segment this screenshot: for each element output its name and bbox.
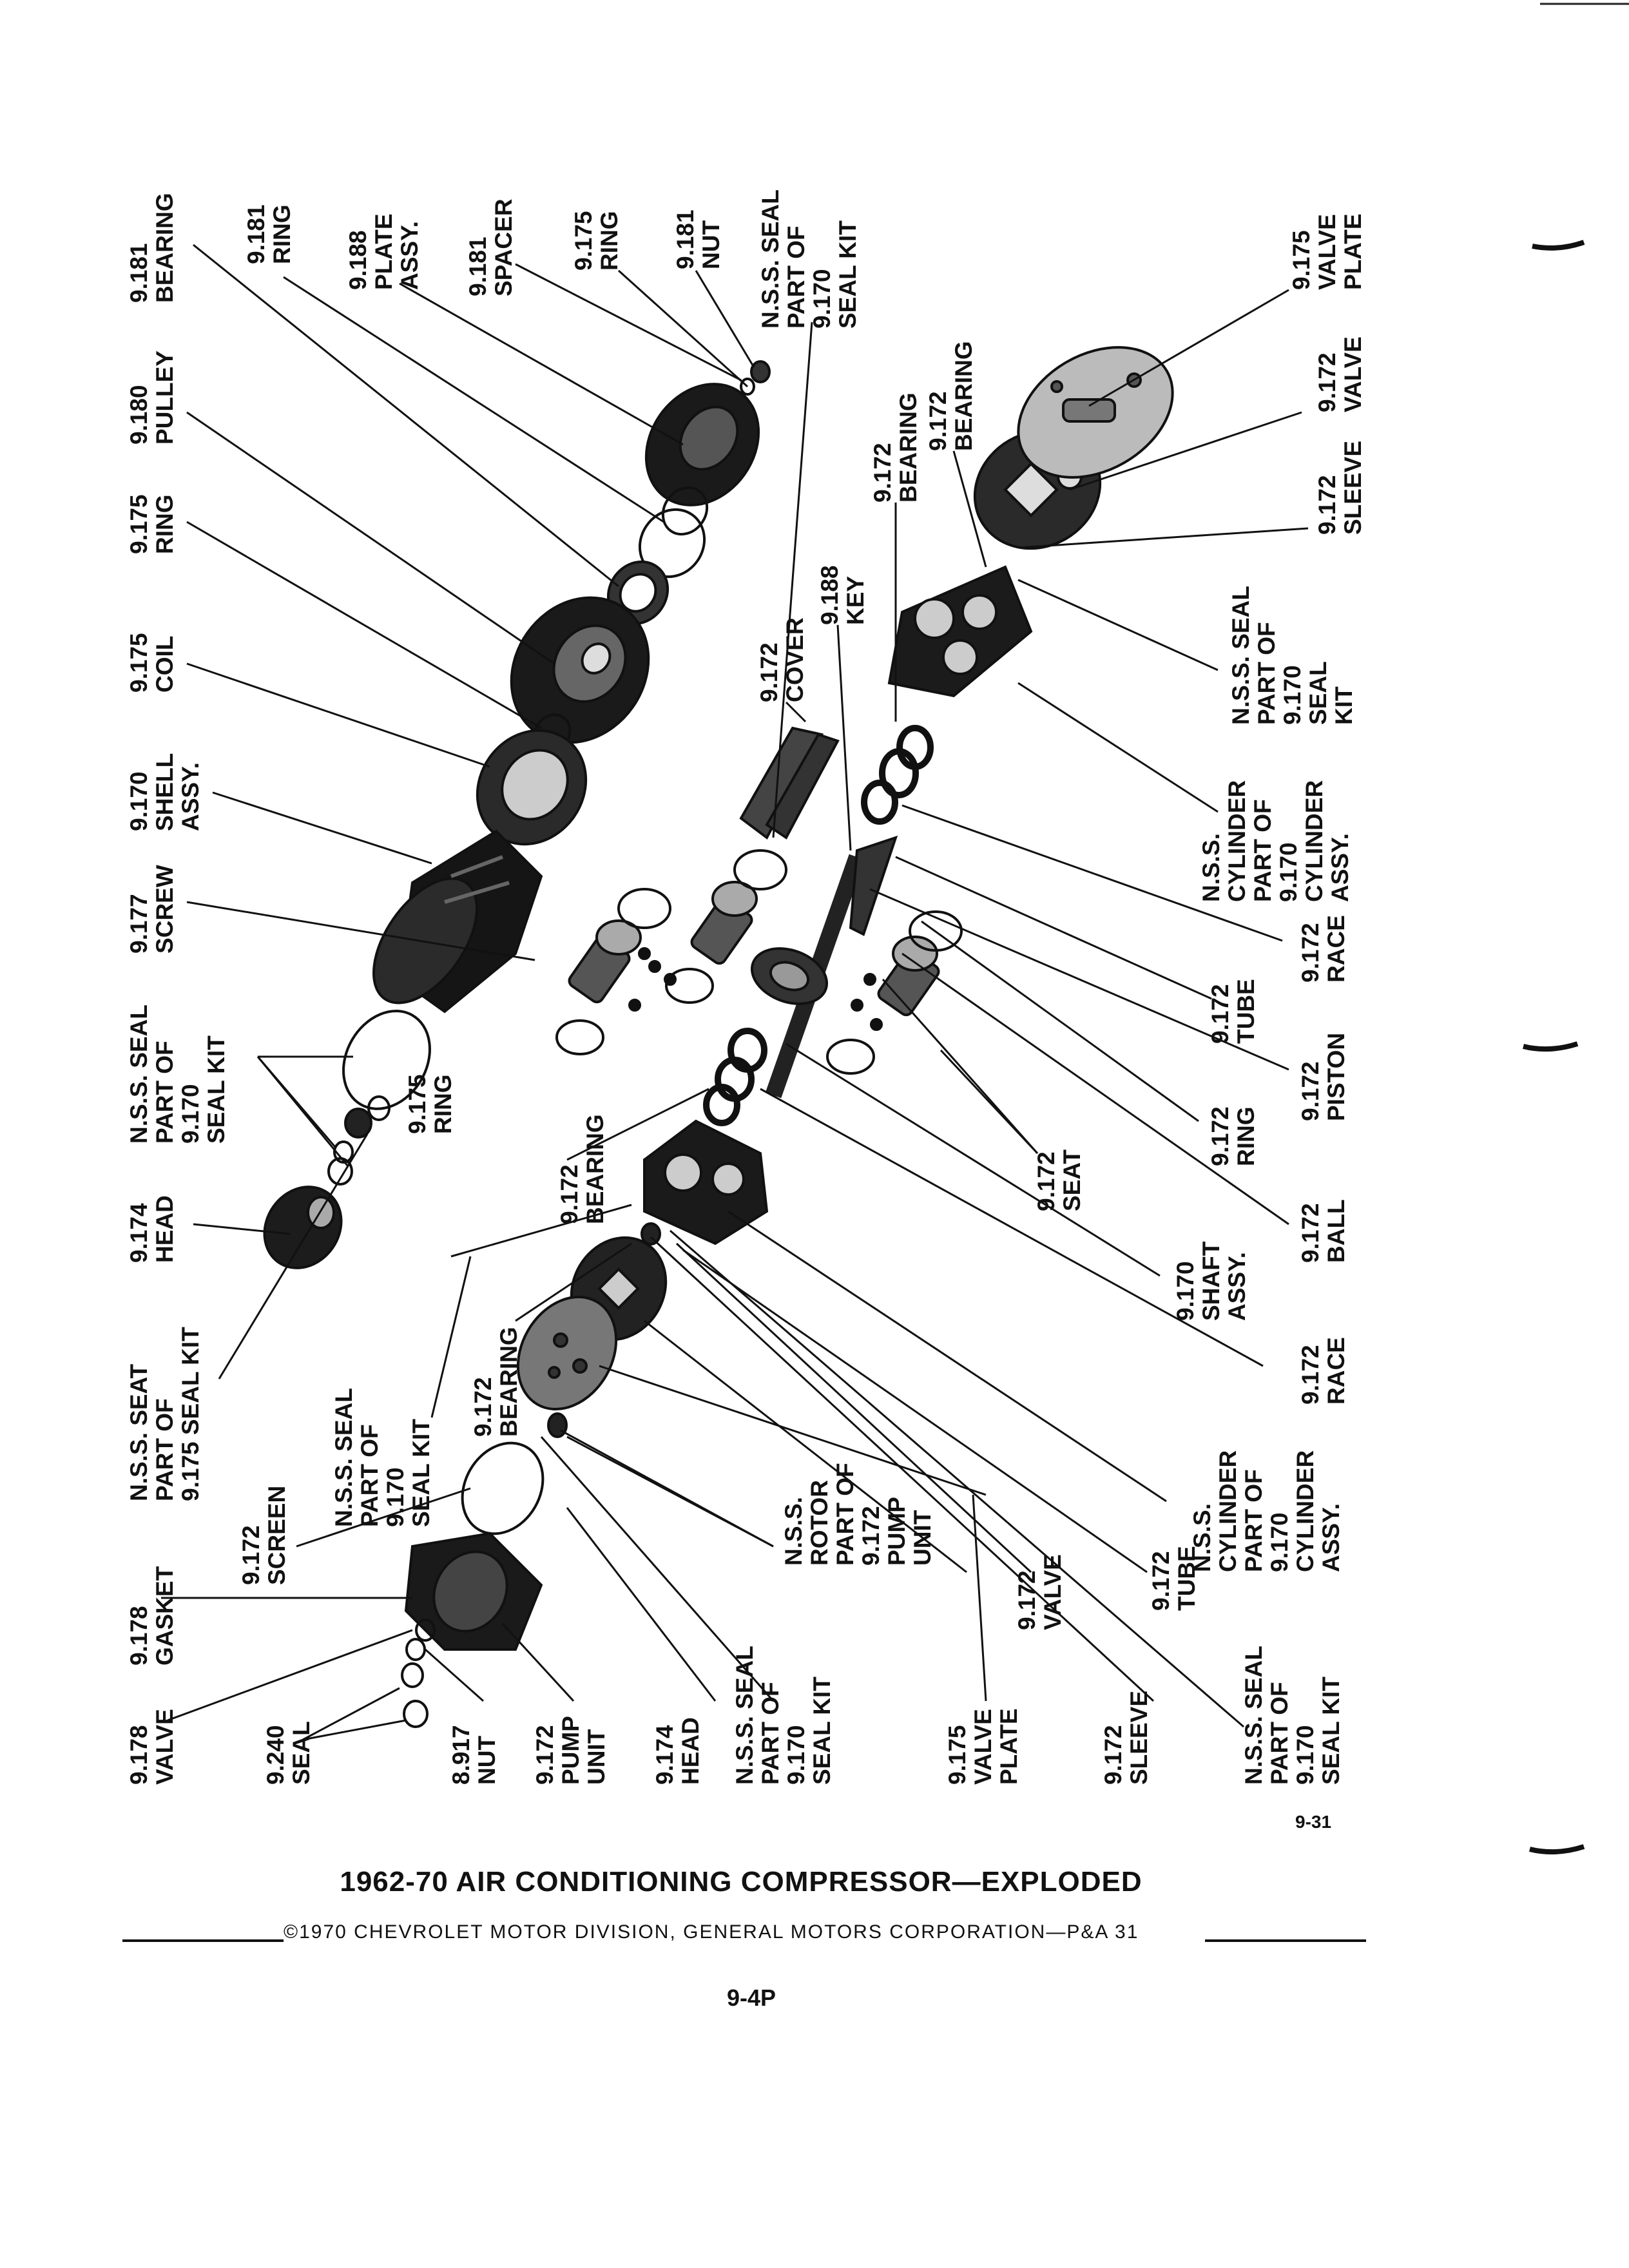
part-name: PUMP — [557, 1716, 584, 1785]
key-part — [851, 838, 896, 934]
plate-assy-part — [623, 362, 782, 527]
pump-head-part — [406, 1533, 541, 1649]
part-number: 9.172 — [1148, 1551, 1174, 1611]
part-number: 9.175 — [1288, 230, 1315, 290]
label-line: SEAL KIT — [809, 1677, 835, 1785]
label-line: PART OF — [757, 1682, 784, 1785]
label-bot-5 — [238, 1486, 290, 1585]
part-number: 9.172 — [1100, 1725, 1126, 1785]
label-line: CYLINDER — [1224, 780, 1250, 902]
page-number: 9-4P — [727, 1984, 776, 2011]
part-number: 9.174 — [651, 1725, 678, 1785]
cover-part — [741, 728, 838, 838]
label-top-14 — [817, 565, 869, 625]
rule-right — [1205, 1939, 1366, 1942]
label-line: ASSY. — [1327, 833, 1353, 902]
label-line: 9.172 — [858, 1506, 884, 1566]
part-number: 9.172 — [1297, 1203, 1324, 1263]
part-number: 9.172 — [238, 1525, 264, 1585]
part-number: 9.172 — [1297, 1345, 1324, 1405]
label-line: CYLINDER — [1301, 780, 1327, 902]
part-number: 9.175 — [570, 211, 597, 271]
copyright-line: ©1970 CHEVROLET MOTOR DIVISION, GENERAL MOTORS CORPORATION—P&A 31 — [284, 1921, 1139, 1943]
part-number: 9.175 — [944, 1725, 970, 1785]
part-name: ASSY. — [396, 221, 423, 290]
part-number: 9.172 — [869, 443, 896, 503]
part-number: 9.181 — [243, 204, 269, 264]
label-line: 9.170 — [783, 1725, 809, 1785]
label-mid-7 — [1034, 1149, 1085, 1211]
piston-ring-part — [619, 889, 670, 928]
label-bot-10 — [532, 1716, 610, 1785]
label-line: 9.175 SEAL KIT — [177, 1327, 204, 1501]
label-line: KIT — [1331, 686, 1357, 725]
label-top-8 — [1289, 213, 1366, 290]
label-bot-14 — [1101, 1691, 1152, 1785]
label-line: 9.170 — [809, 269, 835, 329]
part-name: PLATE — [1340, 213, 1366, 290]
label-top-23 — [126, 1195, 178, 1263]
label-line: CYLINDER — [1215, 1450, 1241, 1572]
part-name: RING — [430, 1074, 456, 1134]
part-name: SLEEVE — [1126, 1691, 1152, 1785]
part-number: 9.175 — [126, 633, 152, 693]
label-line: N.S.S. SEAL — [1240, 1646, 1267, 1785]
label-line: CYLINDER — [1292, 1450, 1318, 1572]
label-line: 9.170 — [1266, 1512, 1293, 1572]
screen-part — [447, 1428, 559, 1548]
part-name: SEAT — [1059, 1149, 1085, 1211]
part-number: 9.240 — [262, 1725, 289, 1785]
label-mid-10 — [557, 1114, 608, 1224]
label-mid-2 — [1298, 915, 1349, 983]
part-name: TUBE — [1173, 1546, 1200, 1611]
label-bot-4 — [781, 1463, 936, 1566]
label-top-16 — [126, 351, 178, 445]
label-mid-12 — [331, 1388, 434, 1527]
label-bot-6 — [126, 1566, 178, 1666]
label-line: ASSY. — [1318, 1503, 1344, 1572]
part-name: RING — [596, 211, 622, 271]
label-top-20 — [126, 865, 178, 954]
nut-part — [751, 361, 769, 382]
part-name: BEARING — [151, 193, 178, 303]
seal-part — [404, 1701, 427, 1727]
part-number: 9.172 — [470, 1377, 496, 1437]
label-top-3 — [345, 213, 423, 290]
part-number: 9.172 — [1014, 1570, 1040, 1630]
label-top-21 — [126, 1004, 229, 1144]
part-number: 9.181 — [672, 209, 699, 269]
seal-part — [402, 1664, 423, 1687]
label-line: SEAL — [1305, 661, 1331, 725]
label-line: SEAL KIT — [1318, 1677, 1344, 1785]
piston-ring-part — [557, 1021, 603, 1054]
label-bot-15 — [1241, 1646, 1344, 1785]
label-line: N.S.S. SEAL — [757, 189, 784, 329]
part-number: 9.188 — [816, 565, 843, 625]
label-line: N.S.S. SEAL — [126, 1004, 152, 1144]
label-line: 9.170 — [382, 1467, 409, 1527]
part-number: 9.174 — [126, 1203, 152, 1263]
part-name: HEAD — [151, 1195, 178, 1263]
label-top-22 — [405, 1074, 456, 1134]
part-name: SHAFT — [1198, 1241, 1224, 1321]
part-number: 9.177 — [126, 894, 152, 954]
part-name: VALVE — [1314, 214, 1340, 290]
label-line: SEAL KIT — [203, 1035, 229, 1144]
label-top-15 — [757, 617, 808, 702]
label-line: PART OF — [151, 1041, 178, 1144]
label-top-7 — [758, 189, 861, 329]
label-line: N.S.S. — [1189, 1503, 1215, 1572]
label-top-19 — [126, 753, 204, 831]
part-number: 9.170 — [126, 771, 152, 831]
ball-part — [871, 1019, 882, 1030]
label-mid-1 — [1199, 780, 1353, 902]
label-mid-11 — [470, 1327, 522, 1437]
label-line: PART OF — [1266, 1682, 1293, 1785]
part-name: HEAD — [677, 1717, 704, 1785]
part-name: RACE — [1323, 1337, 1349, 1405]
part-name: COIL — [151, 635, 178, 693]
part-name: BEARING — [582, 1114, 608, 1224]
label-line: 9.170 — [1279, 665, 1306, 725]
part-name: RING — [151, 494, 178, 554]
binding-mark — [1523, 1044, 1577, 1049]
part-number: 9.172 — [1297, 1061, 1324, 1121]
label-line: UNIT — [909, 1510, 936, 1566]
part-name: SLEEVE — [1340, 441, 1366, 535]
part-name: SPACER — [490, 198, 517, 296]
label-bot-3 — [1014, 1554, 1066, 1630]
label-bot-8 — [263, 1721, 314, 1785]
ball-part — [630, 1000, 640, 1010]
seal-part — [407, 1639, 425, 1660]
part-number: 9.170 — [1172, 1261, 1199, 1321]
label-line: PART OF — [151, 1398, 178, 1501]
part-number: 9.175 — [126, 494, 152, 554]
ball-part — [865, 974, 875, 985]
label-line: PART OF — [1240, 1469, 1267, 1572]
label-mid-5 — [1208, 1106, 1259, 1166]
cylinder-part — [889, 567, 1031, 696]
label-bot-13 — [945, 1708, 1022, 1785]
label-line: PART OF — [832, 1463, 858, 1566]
part-number: 9.172 — [1033, 1151, 1059, 1211]
page-title: 1962-70 AIR CONDITIONING COMPRESSOR—EXPLODED — [340, 1866, 1142, 1898]
part-number: 9.172 — [1314, 352, 1340, 412]
part-number: 9.175 — [404, 1074, 430, 1134]
label-line: N.S.S. SEAT — [126, 1363, 152, 1501]
label-line: N.S.S. SEAL — [331, 1388, 357, 1527]
piston-part — [689, 882, 757, 966]
label-mid-6 — [1298, 1199, 1349, 1263]
part-name: VALVE — [151, 1709, 178, 1785]
part-name: RACE — [1323, 915, 1349, 983]
label-top-2 — [244, 204, 295, 264]
part-number: 9.180 — [126, 385, 152, 445]
label-line: PART OF — [356, 1424, 383, 1527]
label-top-24 — [126, 1327, 204, 1501]
binding-mark — [1530, 1847, 1584, 1852]
label-bot-7 — [126, 1709, 178, 1785]
part-number: 9.178 — [126, 1606, 152, 1666]
shell-assy-part — [353, 831, 541, 1021]
part-name: VALVE — [1340, 336, 1366, 412]
part-number: 9.172 — [1314, 475, 1340, 535]
part-number: 9.172 — [1207, 984, 1233, 1044]
part-name: SCREW — [151, 865, 178, 954]
part-name: NUT — [474, 1735, 500, 1785]
part-name: COVER — [782, 617, 808, 702]
label-line: PART OF — [783, 226, 809, 329]
label-top-17 — [126, 494, 178, 554]
part-name: VALVE — [1039, 1554, 1066, 1630]
part-name: NUT — [698, 220, 724, 269]
part-name: PLATE — [996, 1708, 1022, 1785]
label-top-6 — [673, 209, 724, 269]
part-name: PLATE — [371, 213, 397, 290]
part-name: RING — [269, 204, 295, 264]
label-line: N.S.S. — [780, 1497, 807, 1566]
part-name: ASSY. — [1224, 1252, 1250, 1321]
part-number: 9.172 — [925, 391, 951, 451]
label-line: 9.170 — [1292, 1725, 1318, 1785]
part-number: 9.188 — [345, 230, 371, 290]
rule-left — [122, 1939, 284, 1942]
part-name: BEARING — [950, 341, 977, 451]
bearing-part — [642, 1224, 660, 1244]
part-number: 9.172 — [756, 642, 782, 702]
label-line: PART OF — [1253, 622, 1280, 725]
part-name: PULLEY — [151, 351, 178, 445]
part-name: VALVE — [970, 1709, 996, 1785]
label-top-10 — [1315, 441, 1366, 535]
label-line: PUMP — [883, 1497, 910, 1566]
part-name: TUBE — [1233, 979, 1259, 1044]
part-name: BEARING — [496, 1327, 522, 1437]
part-number: 9.172 — [556, 1164, 583, 1224]
label-bot-11 — [652, 1717, 704, 1785]
piston-part — [567, 921, 641, 1004]
part-name: PISTON — [1323, 1032, 1349, 1121]
ball-part — [665, 974, 675, 985]
part-number: 9.178 — [126, 1725, 152, 1785]
label-line: PART OF — [1249, 799, 1276, 902]
label-line: N.S.S. SEAL — [1228, 586, 1254, 725]
part-name: BALL — [1323, 1199, 1349, 1263]
part-name: UNIT — [583, 1729, 610, 1785]
label-line: 9.170 — [177, 1084, 204, 1144]
part-name: SHELL — [151, 753, 178, 831]
ball-part — [650, 961, 660, 972]
label-mid-3 — [1208, 979, 1259, 1044]
part-name: GASKET — [151, 1566, 178, 1666]
label-top-12 — [925, 341, 977, 451]
part-name: KEY — [842, 575, 869, 625]
binding-mark — [1532, 242, 1584, 248]
label-mid-4 — [1298, 1033, 1349, 1121]
race-part — [864, 783, 895, 822]
label-top-5 — [571, 211, 622, 271]
seal-part — [345, 1109, 371, 1137]
label-top-1 — [126, 193, 178, 303]
part-name: SEAL — [288, 1721, 314, 1785]
rotor-part — [548, 1414, 566, 1437]
piston-ring-part — [735, 850, 786, 889]
part-number: 9.181 — [126, 243, 152, 303]
part-name: BEARING — [895, 392, 921, 503]
label-line: ROTOR — [806, 1480, 833, 1566]
figure-number: 9-31 — [1295, 1812, 1332, 1832]
ball-part — [852, 1000, 862, 1010]
part-name: ASSY. — [177, 762, 204, 831]
part-number: 9.172 — [532, 1725, 558, 1785]
head-part — [249, 1172, 356, 1283]
label-mid-9 — [1298, 1337, 1349, 1405]
label-top-9 — [1315, 336, 1366, 412]
ball-part — [639, 948, 650, 959]
label-line: SEAL KIT — [834, 220, 861, 329]
label-bot-2 — [1148, 1546, 1200, 1611]
label-top-13 — [870, 392, 921, 503]
part-number: 9.172 — [1207, 1106, 1233, 1166]
part-number: 8.917 — [448, 1725, 474, 1785]
part-name: SCREEN — [264, 1485, 290, 1585]
label-line: N.S.S. — [1198, 833, 1224, 902]
label-top-4 — [465, 199, 517, 296]
part-name: RING — [1233, 1106, 1259, 1166]
label-line: N.S.S. SEAL — [731, 1646, 758, 1785]
label-line: 9.170 — [1275, 842, 1302, 902]
label-top-18 — [126, 633, 178, 693]
label-top-11 — [1228, 586, 1357, 725]
label-bot-12 — [732, 1646, 835, 1785]
part-number: 9.181 — [465, 236, 491, 296]
label-mid-8 — [1173, 1242, 1250, 1321]
label-line: SEAL KIT — [408, 1419, 434, 1527]
piston-ring-part — [827, 1040, 874, 1073]
label-bot-9 — [448, 1725, 500, 1785]
label-bot-1 — [1190, 1450, 1344, 1572]
part-number: 9.172 — [1297, 923, 1324, 983]
